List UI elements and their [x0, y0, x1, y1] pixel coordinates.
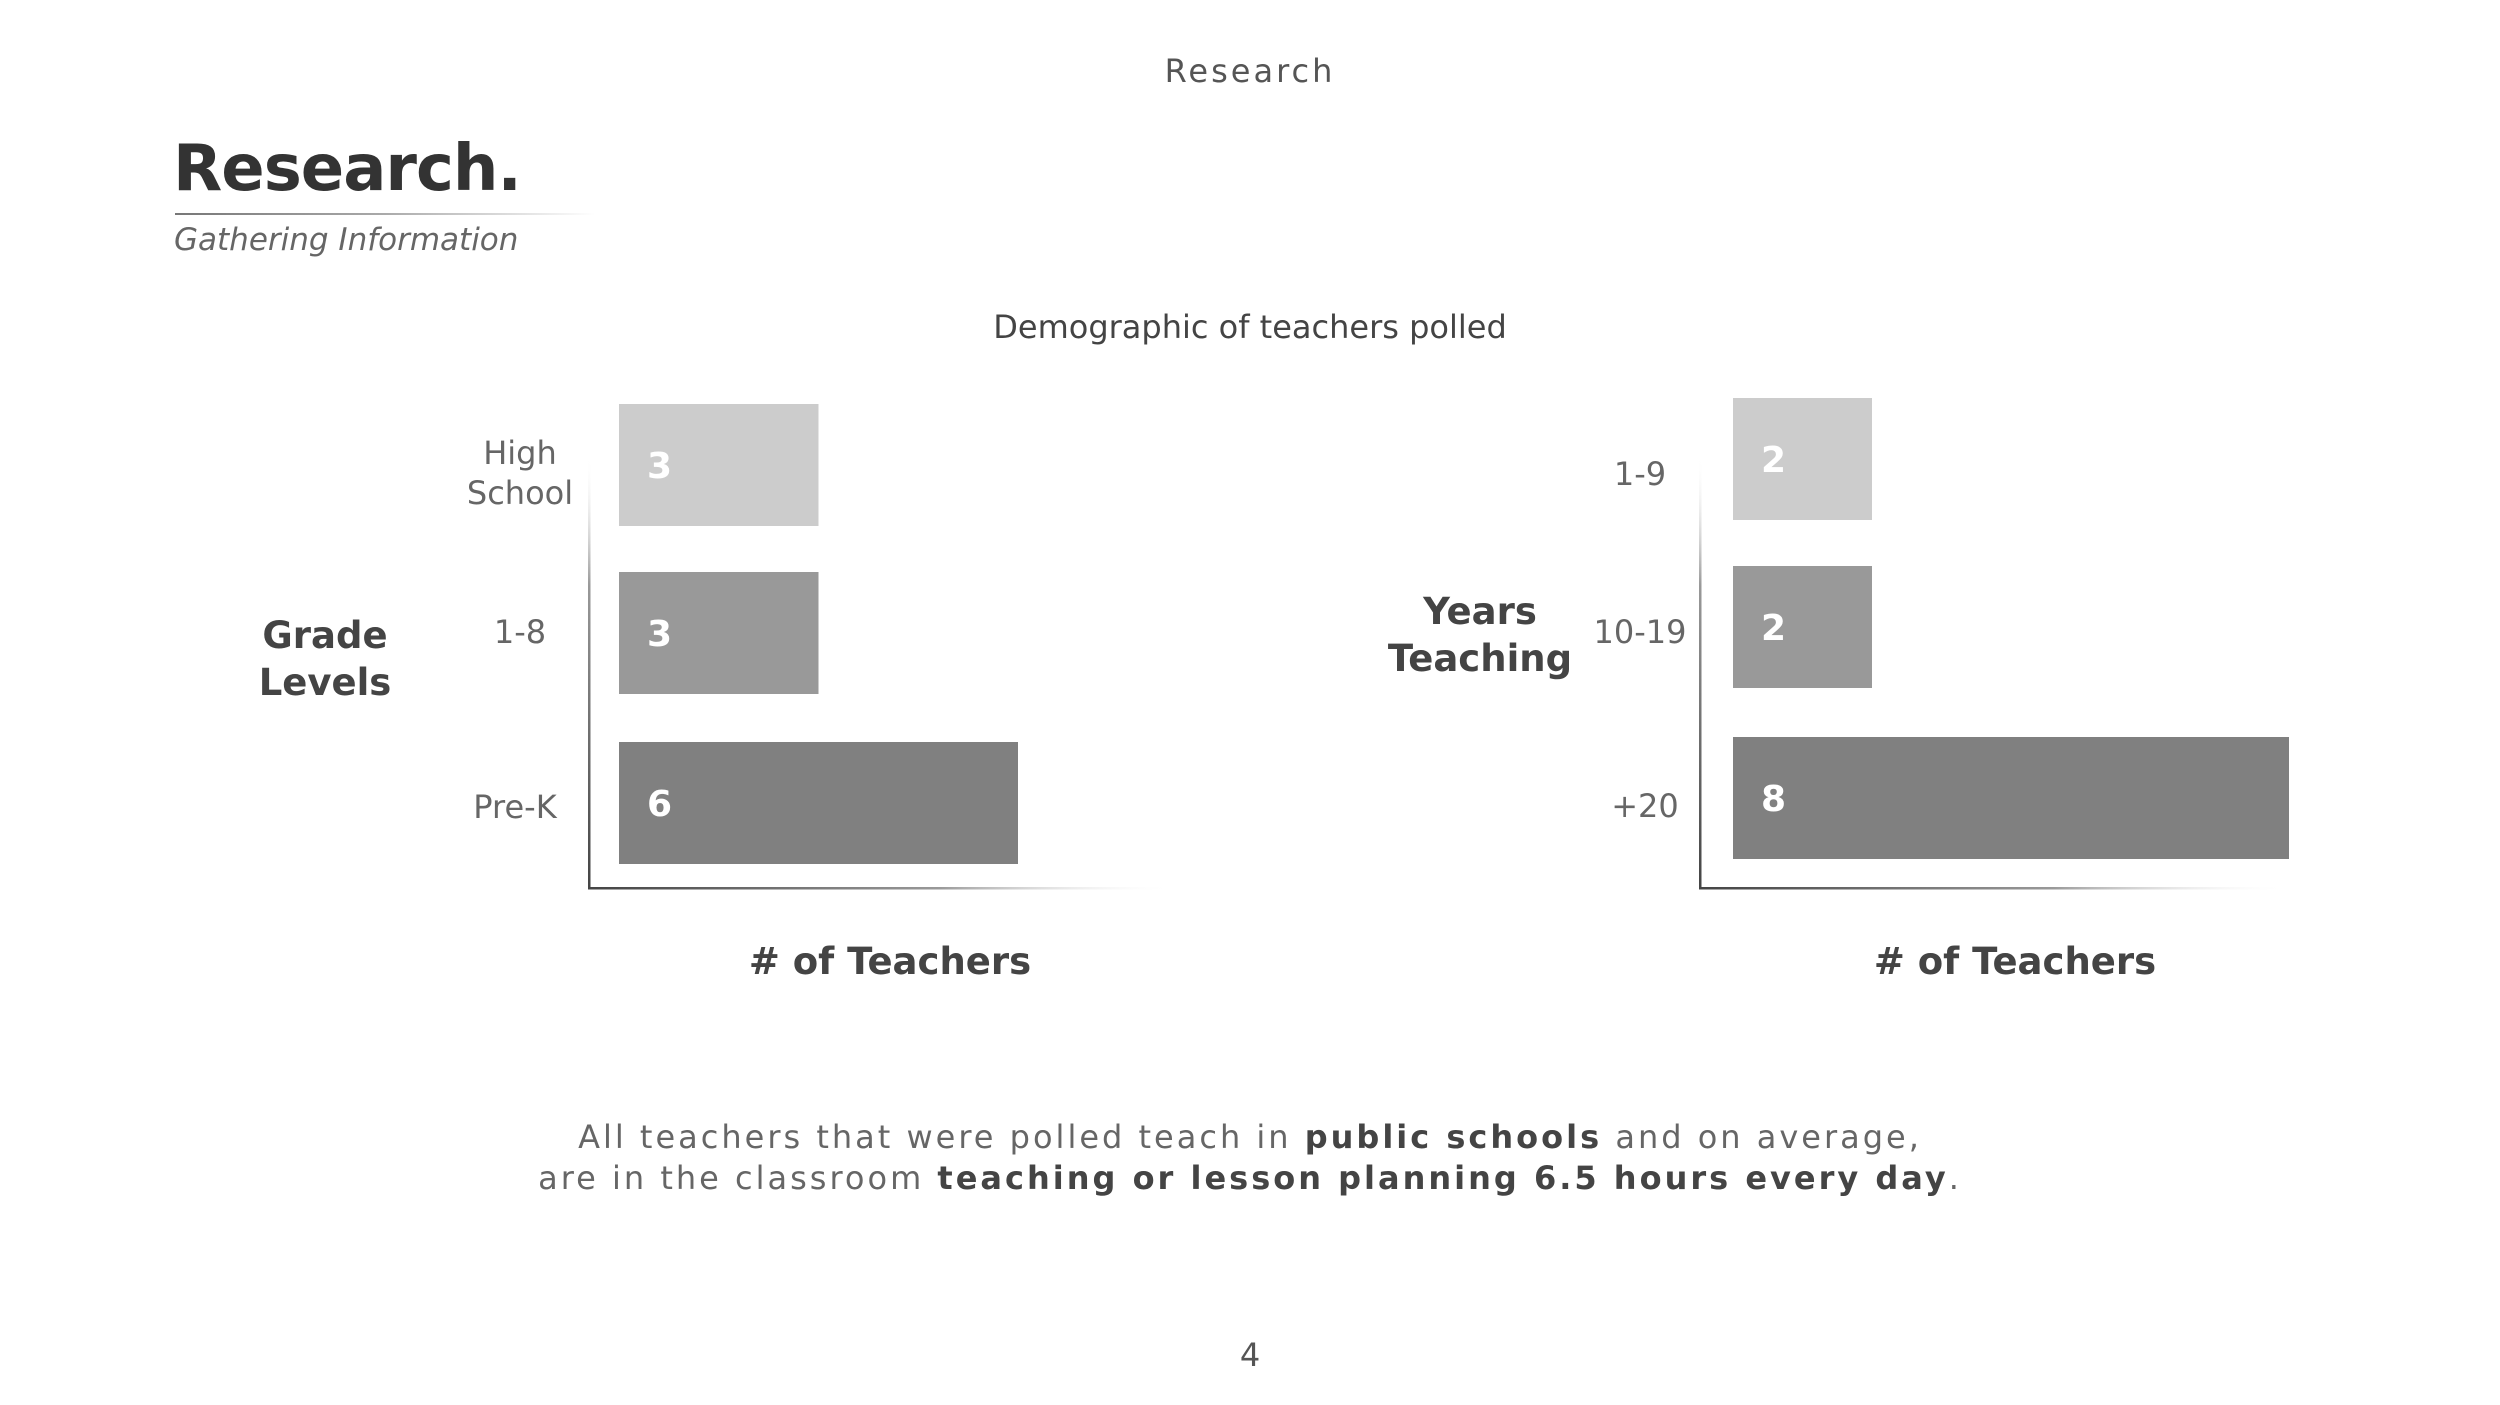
footer-note-text: All teachers that were polled teach in: [578, 1118, 1305, 1156]
footer-note-text: .: [1948, 1159, 1962, 1197]
chart-grade-levels-category-label: 1-8: [493, 613, 547, 651]
chart-years-teaching-data-label: 8: [1761, 779, 1787, 820]
chart-grade-levels-y-title: Grade Levels: [258, 614, 392, 704]
chart-years-teaching-x-title: # of Teachers: [1873, 940, 2157, 983]
chart-grade-levels-data-label: 3: [647, 446, 673, 487]
chart-years-teaching-y-title: Years Teaching: [1387, 590, 1573, 680]
chart-years-teaching-category-label: +20: [1611, 787, 1679, 825]
chart-grade-levels-category-label: Pre-K: [473, 788, 557, 826]
chart-years-teaching-bar: [1733, 566, 1872, 688]
page-number: 4: [1239, 1336, 1261, 1374]
chart-years-teaching-data-label: 2: [1761, 440, 1787, 481]
chart-grade-levels-category-label: High School: [466, 434, 574, 512]
chart-grade-levels-data-label: 6: [647, 784, 673, 825]
footer-note-line-2: [0, 1158, 2500, 1199]
chart-grade-levels-x-title: # of Teachers: [748, 940, 1032, 983]
footer-note-emphasis: teaching or lesson planning 6.5 hours every day: [937, 1159, 1949, 1197]
footer-note-emphasis: public schools: [1304, 1118, 1603, 1156]
chart-years-teaching-category-label: 10-19: [1593, 613, 1687, 651]
chart-years-teaching-data-label: 2: [1761, 608, 1787, 649]
chart-years-teaching-x-axis: [1699, 887, 2289, 890]
header-label: Research: [1164, 52, 1336, 90]
chart-years-teaching-bar: [1733, 398, 1872, 520]
chart-grade-levels-data-label: 3: [647, 614, 673, 655]
page-title: Research.: [173, 132, 521, 206]
footer-note-line-1: [0, 1117, 2500, 1158]
footer-note: [0, 1117, 2500, 1199]
footer-note-text: are in the classroom: [538, 1159, 938, 1197]
chart-years-teaching-category-label: 1-9: [1613, 455, 1667, 493]
chart-years-teaching-bar: [1733, 737, 2289, 859]
page-subtitle: Gathering Information: [174, 222, 519, 258]
chart-caption: Demographic of teachers polled: [993, 308, 1507, 346]
footer-note-text: and on average,: [1602, 1118, 1922, 1156]
